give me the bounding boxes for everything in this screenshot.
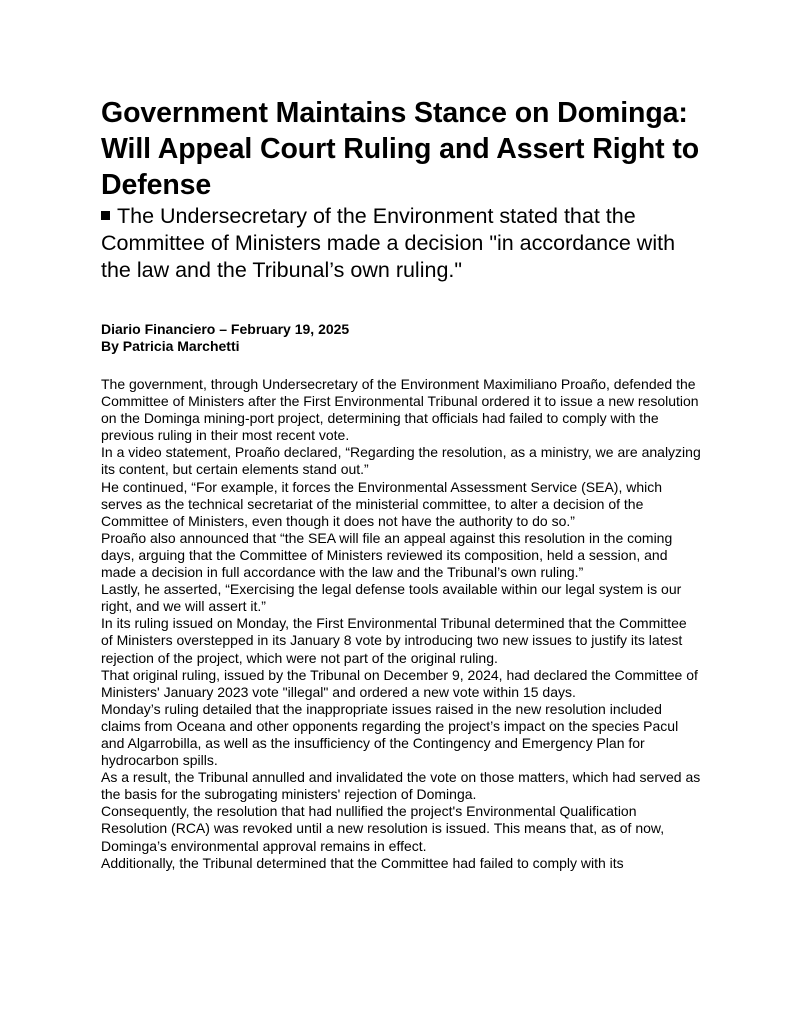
article-body [101, 376, 701, 872]
square-bullet-icon [101, 211, 110, 220]
paragraph: He continued, “For example, it forces the Environmental Assessment Service (SEA), which serves as the technical secretariat of the ministerial committee, to alter a decision of the Committee of Ministers, even though it does not have the authority to do so.” [101, 478, 663, 529]
source-line: Diario Financiero – February 19, 2025 [101, 321, 350, 337]
paragraph: Monday’s ruling detailed that the inappropriate issues raised in the new resolution included claims from Oceana and other opponents regarding the project’s impact on the species Pacul and Algarrobilla, as well as the insufficiency of the Contingency and Emergency Plan for hydrocarbon spills. [101, 700, 679, 769]
paragraph: Consequently, the resolution that had nullified the project's Environmental Qualification Resolution (RCA) was revoked until a new resolution is issued. This means that, as of now, Dominga’s environmental approval remains in effect. [101, 803, 665, 854]
paragraph: Proaño also announced that “the SEA will file an appeal against this resolution in the coming days, arguing that the Committee of Ministers reviewed its composition, held a session, and made a decision in full accordance with the law and the Tribunal’s own ruling.” [101, 529, 673, 581]
subheadline-text: The Undersecretary of the Environment stated that the Committee of Ministers made a decision "in accordance with the law and the Tribunal’s own ruling." [101, 204, 676, 282]
article-headline: Government Maintains Stance on Dominga: Will Appeal Court Ruling and Assert Right to Defense [101, 97, 700, 201]
paragraph: Lastly, he asserted, “Exercising the legal defense tools available within our legal system is our right, and we will assert it.” [101, 581, 682, 615]
article-meta [101, 321, 701, 355]
paragraph: Additionally, the Tribunal determined that the Committee had failed to comply with its [101, 854, 624, 871]
article [101, 95, 701, 872]
paragraph: That original ruling, issued by the Tribunal on December 9, 2024, had declared the Committee of Ministers' January 2023 vote "illegal" and ordered a new vote within 15 days. [101, 666, 698, 700]
article-subheadline [101, 203, 701, 284]
paragraph: The government, through Undersecretary of the Environment Maximiliano Proaño, defended the Committee of Ministers after the First Environmental Tribunal ordered it to issue a new resolution on the Dominga mining-port project, determining that officials had failed to comply with the previous ruling in their most recent vote. [101, 376, 699, 444]
paragraph: In its ruling issued on Monday, the First Environmental Tribunal determined that the Committee of Ministers overstepped in its January 8 vote by introducing two new issues to justify its latest rejection of the project, which were not part of the original ruling. [101, 615, 687, 666]
paragraph: As a result, the Tribunal annulled and invalidated the vote on those matters, which had served as the basis for the subrogating ministers' rejection of Dominga. [101, 769, 701, 803]
paragraph: In a video statement, Proaño declared, “Regarding the resolution, as a ministry, we are analyzing its content, but certain elements stand out.” [101, 444, 701, 478]
byline: By Patricia Marchetti [101, 338, 240, 354]
